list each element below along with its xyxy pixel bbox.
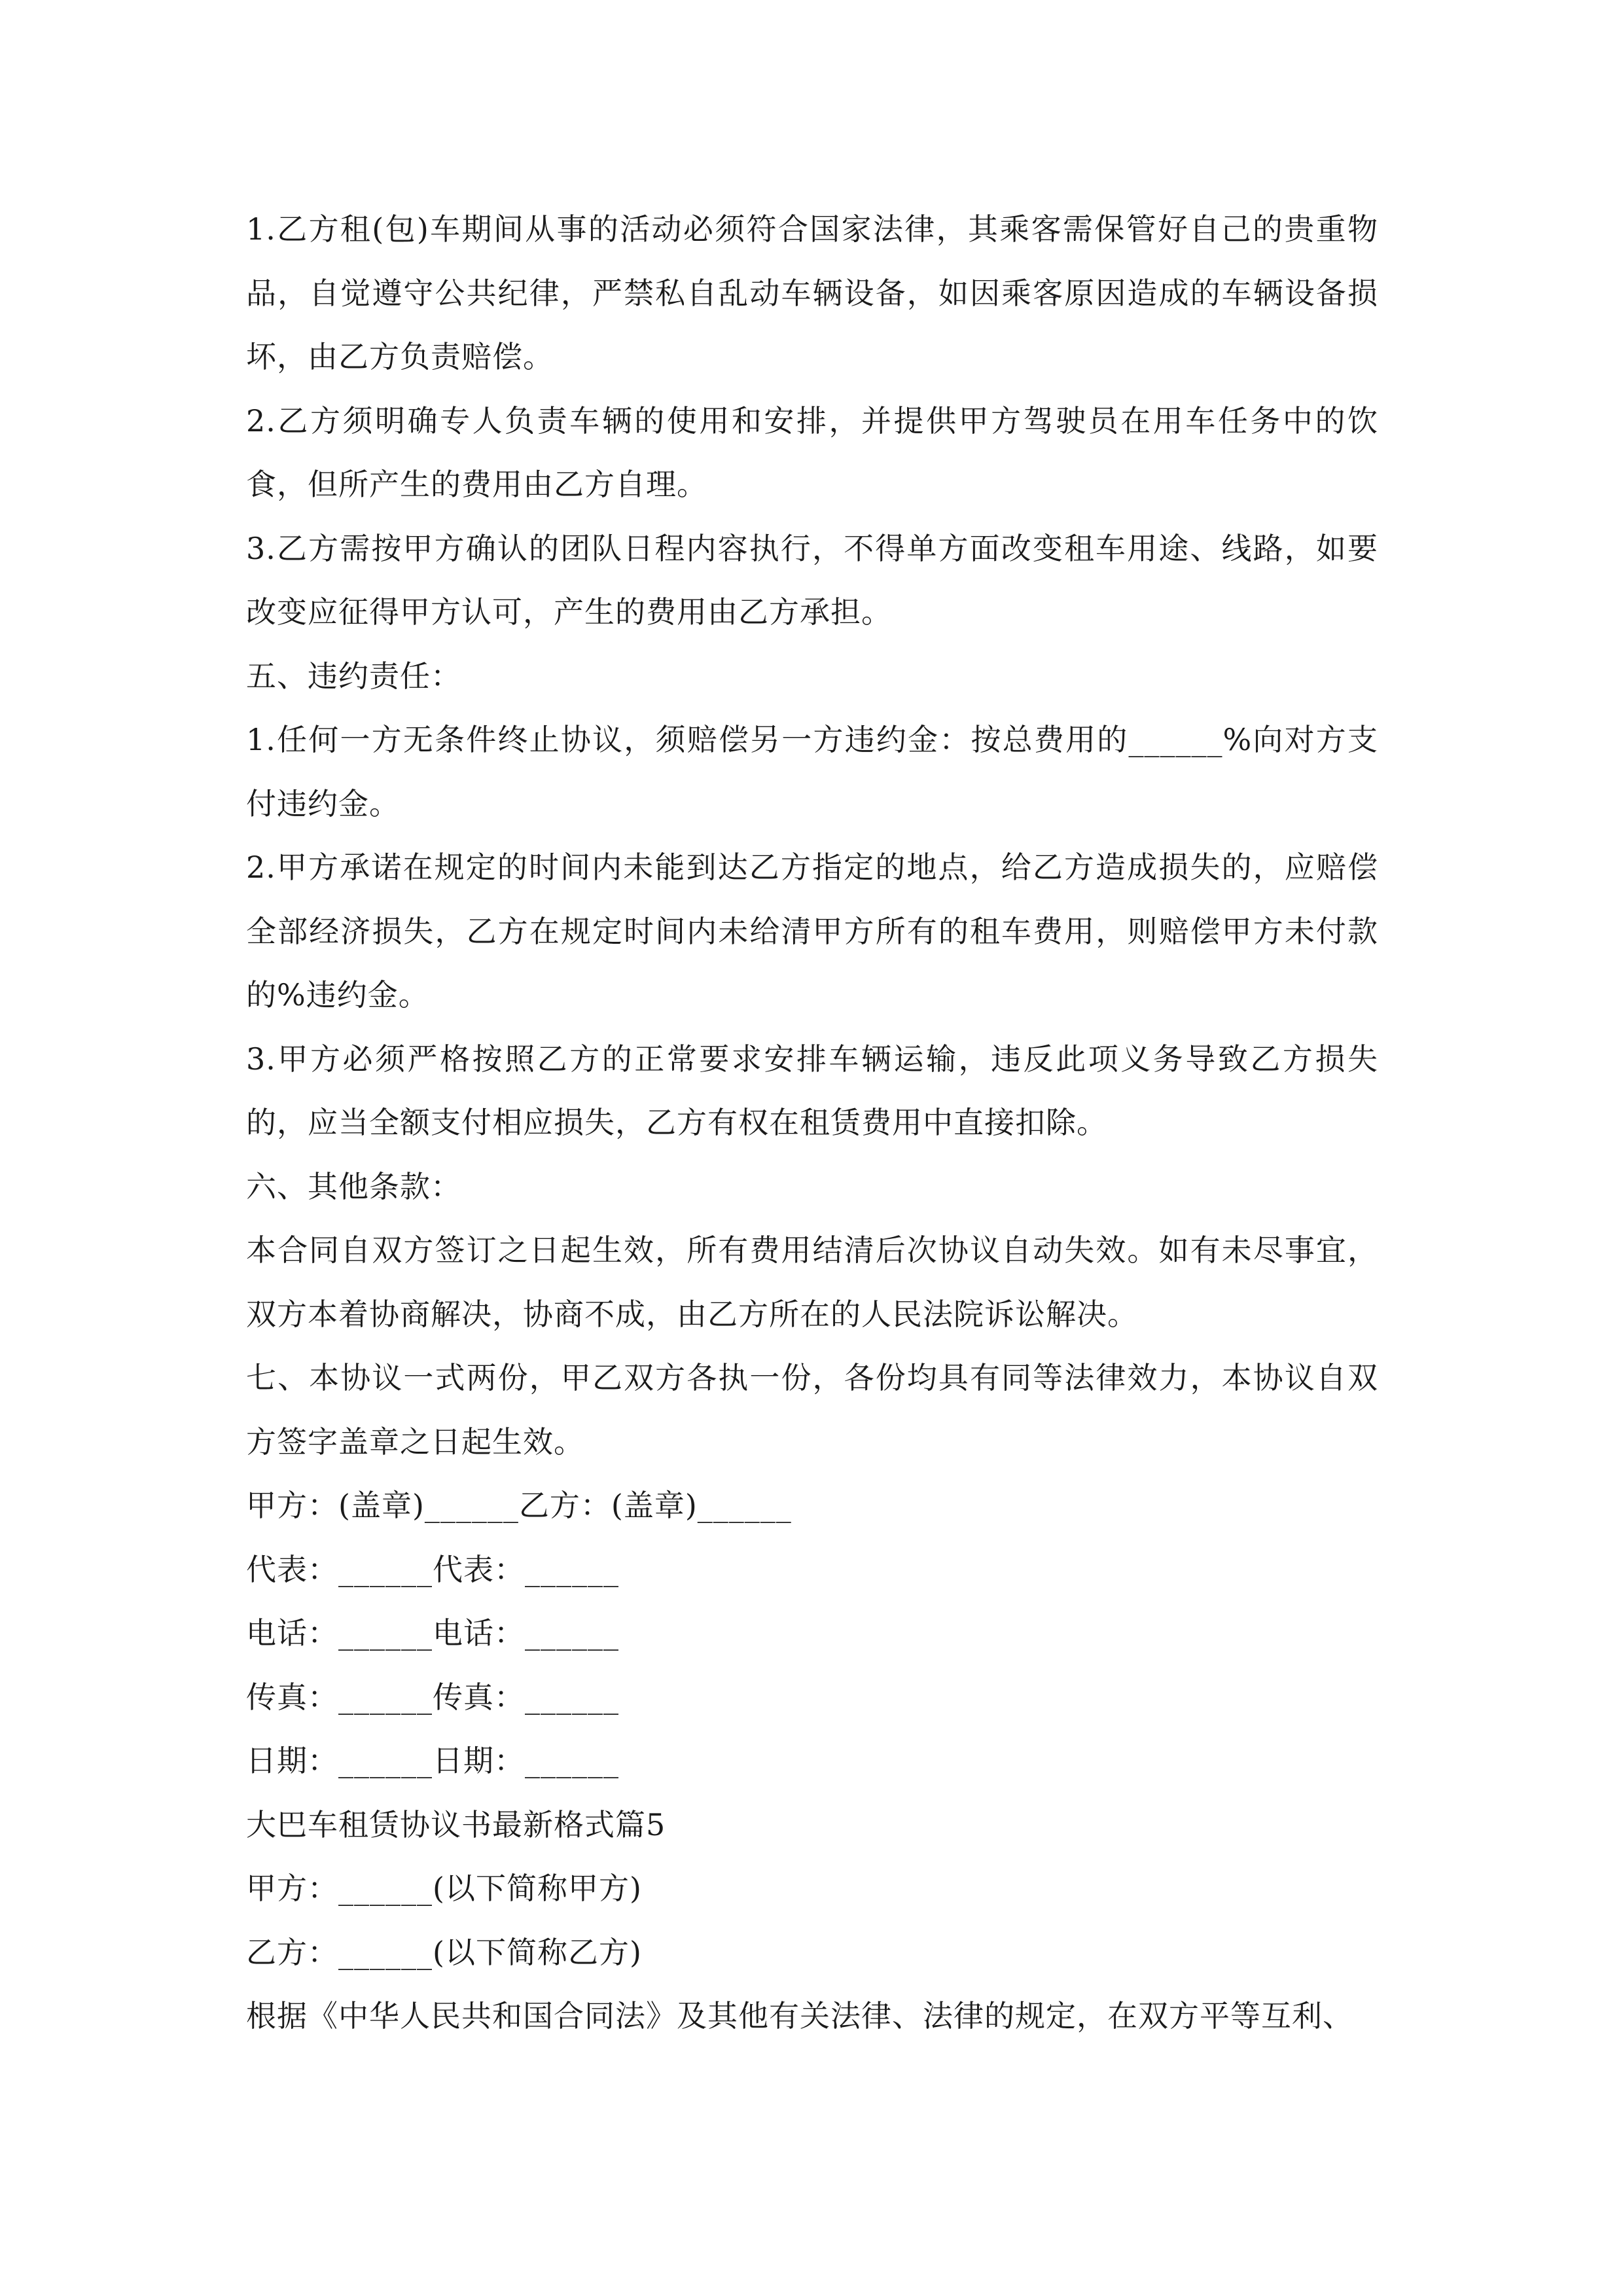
signature-phone-line: 电话：______电话：______: [246, 1615, 619, 1651]
clause-b-2: 2.乙方须明确专人负责车辆的使用和安排，并提供甲方驾驶员在用车任务中的饮食，但所产生的费用由乙方自理。: [246, 403, 1378, 502]
signature-representative-line: 代表：______代表：______: [246, 1551, 619, 1587]
clause-b-3: 3.乙方需按甲方确认的团队日程内容执行，不得单方面改变租车用途、线路，如要改变应征得甲方认可，产生的费用由乙方承担。: [246, 530, 1378, 630]
section-heading-other-terms: 六、其他条款：: [246, 1168, 461, 1204]
clause-breach-3: 3.甲方必须严格按照乙方的正常要求安排车辆运输，违反此项义务导致乙方损失的，应当全额支付相应损失，乙方有权在租赁费用中直接扣除。: [246, 1041, 1378, 1140]
preamble-paragraph: 根据《中华人民共和国合同法》及其他有关法律、法律的规定，在双方平等互利、: [246, 1998, 1353, 2034]
clause-other-terms: 本合同自双方签订之日起生效，所有费用结清后次协议自动失效。如有未尽事宜，双方本着协商解决，协商不成，由乙方所在的人民法院诉讼解决。: [246, 1232, 1378, 1332]
signature-date-line: 日期：______日期：______: [246, 1743, 619, 1778]
signature-seal-line: 甲方：(盖章)______乙方：(盖章)______: [246, 1488, 792, 1523]
clause-b-1: 1.乙方租(包)车期间从事的活动必须符合国家法律，其乘客需保管好自己的贵重物品，自觉遵守公共纪律，严禁私自乱动车辆设备，如因乘客原因造成的车辆设备损坏，由乙方负责赔偿。: [246, 211, 1378, 374]
section-copies-clause: 七、本协议一式两份，甲乙双方各执一份，各份均具有同等法律效力，本协议自双方签字盖章之日起生效。: [246, 1360, 1378, 1460]
next-article-title: 大巴车租赁协议书最新格式篇5: [246, 1806, 666, 1842]
clause-breach-1: 1.任何一方无条件终止协议，须赔偿另一方违约金：按总费用的______%向对方支付违约金。: [246, 722, 1378, 821]
document-body: [246, 198, 1378, 2049]
signature-fax-line: 传真：______传真：______: [246, 1679, 619, 1715]
clause-breach-2: 2.甲方承诺在规定的时间内未能到达乙方指定的地点，给乙方造成损失的，应赔偿全部经济损失，乙方在规定时间内未给清甲方所有的租车费用，则赔偿甲方未付款的%违约金。: [246, 850, 1378, 1013]
party-b-line: 乙方：______(以下简称乙方): [246, 1934, 642, 1970]
party-a-line: 甲方：______(以下简称甲方): [246, 1871, 642, 1906]
section-heading-breach-liability: 五、违约责任：: [246, 658, 461, 694]
